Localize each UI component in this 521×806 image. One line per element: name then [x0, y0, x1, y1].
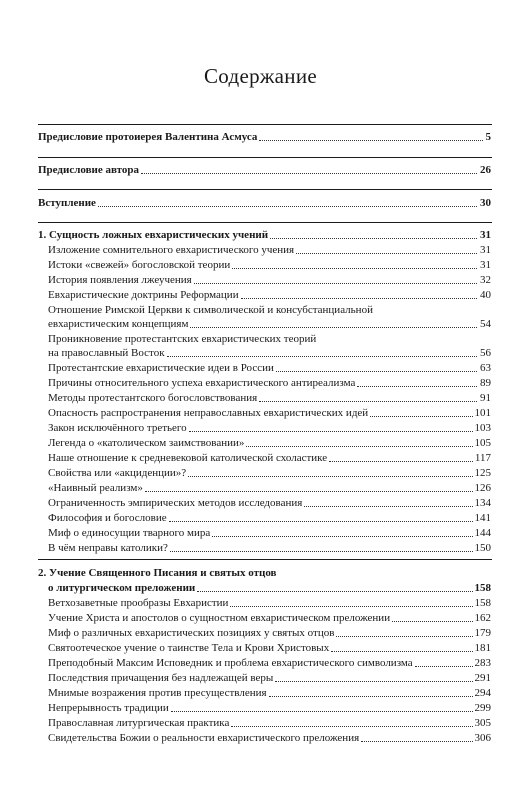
- toc-entry-page: 181: [474, 642, 491, 654]
- toc-entry-title: Последствия причащения без надлежащей веры: [48, 672, 274, 684]
- toc-entry-page: 26: [480, 164, 491, 176]
- toc-entry-title: евхаристическим концепциям: [48, 318, 189, 330]
- toc-entry-page: 63: [480, 362, 491, 374]
- toc-entry: [0, 361, 521, 376]
- toc-entry-page: 134: [474, 497, 491, 509]
- dot-leader: [141, 173, 485, 174]
- toc-entry-page: 40: [480, 289, 491, 301]
- dot-leader: [304, 506, 485, 507]
- toc-entry-title: 2. Учение Священного Писания и святых отцов: [38, 567, 277, 579]
- dot-leader: [194, 283, 485, 284]
- toc-entry-page: 162: [474, 612, 491, 624]
- toc-entry: [0, 596, 521, 611]
- toc-entry: [0, 581, 521, 596]
- dot-leader: [259, 401, 485, 402]
- toc-entry: [0, 130, 521, 145]
- toc-entry: [0, 526, 521, 541]
- section-divider: [38, 559, 492, 560]
- toc-entry-title: Евхаристические доктрины Реформации: [48, 289, 239, 301]
- toc-entry-title: Изложение сомнительного евхаристического учения: [48, 244, 295, 256]
- toc-entry: [0, 273, 521, 288]
- dot-leader: [336, 636, 485, 637]
- toc-entry-title: Ветхозаветные прообразы Евхаристии: [48, 597, 229, 609]
- toc-entry-page: 144: [474, 527, 491, 539]
- toc-entry: [0, 611, 521, 626]
- toc-entry: [0, 566, 521, 581]
- dot-leader: [98, 206, 485, 207]
- toc-entry-title: Методы протестантского богословствования: [48, 392, 258, 404]
- toc-entry: [0, 701, 521, 716]
- toc-entry-title: В чём неправы католики?: [48, 542, 168, 554]
- toc-entry: [0, 656, 521, 671]
- dot-leader: [259, 140, 485, 141]
- toc-entry-page: 91: [480, 392, 491, 404]
- toc-entry: [0, 346, 521, 361]
- toc-entry-title: на православный Восток: [48, 347, 165, 359]
- toc-entry-title: Причины относительного успеха евхаристического антиреализма: [48, 377, 356, 389]
- toc-entry: [0, 481, 521, 496]
- toc-entry-page: 158: [474, 582, 491, 594]
- dot-leader: [329, 461, 485, 462]
- toc-entry-page: 54: [480, 318, 491, 330]
- dot-leader: [241, 298, 485, 299]
- toc-entry-title: Свойства или «акциденции»?: [48, 467, 187, 479]
- toc-entry: [0, 391, 521, 406]
- toc-entry-page: 283: [474, 657, 491, 669]
- toc-entry-title: Миф о единосущии тварного мира: [48, 527, 211, 539]
- toc-entry: [0, 731, 521, 746]
- dot-leader: [269, 696, 485, 697]
- toc-entry-title: Предисловие протоиерея Валентина Асмуса: [38, 131, 258, 143]
- toc-entry-page: 105: [474, 437, 491, 449]
- toc-entry: [0, 332, 521, 347]
- toc-entry-page: 158: [474, 597, 491, 609]
- toc-entry-title: Ограниченность эмпирических методов исследования: [48, 497, 303, 509]
- dot-leader: [167, 356, 485, 357]
- dot-leader: [357, 386, 485, 387]
- toc-entry-title: Отношение Римской Церкви к символической и консубстанциальной: [48, 304, 373, 316]
- dot-leader: [392, 621, 485, 622]
- toc-entry: [0, 541, 521, 556]
- section-divider: [38, 124, 492, 125]
- dot-leader: [231, 726, 485, 727]
- toc-entry-page: 126: [474, 482, 491, 494]
- dot-leader: [171, 711, 485, 712]
- toc-entry-title: Проникновение протестантских евхаристических теорий: [48, 333, 317, 345]
- section-divider: [38, 222, 492, 223]
- dot-leader: [170, 551, 485, 552]
- toc-entry-page: 31: [480, 259, 491, 271]
- toc-entry: [0, 288, 521, 303]
- toc-entry: [0, 228, 521, 243]
- toc-entry-page: 150: [474, 542, 491, 554]
- toc-entry-page: 103: [474, 422, 491, 434]
- toc-entry-page: 305: [474, 717, 491, 729]
- toc-entry: [0, 626, 521, 641]
- toc-entry: [0, 258, 521, 273]
- section-divider: [38, 189, 492, 190]
- dot-leader: [331, 651, 485, 652]
- dot-leader: [145, 491, 485, 492]
- toc-entry-title: 1. Сущность ложных евхаристических учений: [38, 229, 269, 241]
- toc-entry-title: Миф о различных евхаристических позициях у святых отцов: [48, 627, 335, 639]
- toc-entry-title: Мнимые возражения против пресуществления: [48, 687, 267, 699]
- toc-entry-title: Святоотеческое учение о таинстве Тела и Крови Христовых: [48, 642, 330, 654]
- toc-entry: [0, 406, 521, 421]
- toc-entry-page: 117: [474, 452, 491, 464]
- toc-entry-title: Философия и богословие: [48, 512, 167, 524]
- dot-leader: [169, 521, 485, 522]
- toc-entry: [0, 511, 521, 526]
- toc-entry-title: Опасность распространения неправославных евхаристических идей: [48, 407, 369, 419]
- toc-entry: [0, 421, 521, 436]
- dot-leader: [212, 536, 485, 537]
- dot-leader: [188, 476, 485, 477]
- dot-leader: [189, 431, 485, 432]
- toc-entry: [0, 163, 521, 178]
- toc-entry-page: 299: [474, 702, 491, 714]
- dot-leader: [361, 741, 485, 742]
- toc-entry-title: Свидетельства Божии о реальности евхаристического преложения: [48, 732, 360, 744]
- toc-entry-title: Учение Христа и апостолов о сущностном евхаристическом преложении: [48, 612, 391, 624]
- toc-entry-title: Протестантские евхаристические идеи в России: [48, 362, 274, 374]
- toc-entry-page: 5: [485, 131, 491, 143]
- toc-entry-title: Преподобный Максим Исповедник и проблема евхаристического символизма: [48, 657, 413, 669]
- dot-leader: [246, 446, 485, 447]
- dot-leader: [230, 606, 485, 607]
- toc-entry: [0, 436, 521, 451]
- dot-leader: [270, 238, 485, 239]
- toc-entry-title: Предисловие автора: [38, 164, 140, 176]
- dot-leader: [275, 681, 485, 682]
- dot-leader: [296, 253, 485, 254]
- toc-entry: [0, 641, 521, 656]
- toc-entry: [0, 376, 521, 391]
- toc-entry-page: 31: [480, 229, 491, 241]
- toc-entry: [0, 716, 521, 731]
- toc-entry-title: Непрерывность традиции: [48, 702, 169, 714]
- dot-leader: [232, 268, 485, 269]
- toc-entry-title: «Наивный реализм»: [48, 482, 143, 494]
- toc-entry-page: 101: [474, 407, 491, 419]
- toc-entry: [0, 317, 521, 332]
- toc-entry-title: Легенда о «католическом заимствовании»: [48, 437, 245, 449]
- toc-entry: [0, 451, 521, 466]
- toc-entry: [0, 671, 521, 686]
- toc-entry-title: Закон исключённого третьего: [48, 422, 187, 434]
- toc-entry: [0, 686, 521, 701]
- toc-entry-title: Вступление: [38, 197, 96, 209]
- toc-entry-title: Наше отношение к средневековой католической схоластике: [48, 452, 328, 464]
- toc-entry-page: 30: [480, 197, 491, 209]
- toc-entry-page: 32: [480, 274, 491, 286]
- page-title: Содержание: [203, 64, 318, 88]
- toc-entry-title: о литургическом преложении: [48, 582, 196, 594]
- toc-entry-page: 306: [474, 732, 491, 744]
- dot-leader: [190, 327, 485, 328]
- toc-entry-page: 89: [480, 377, 491, 389]
- toc-entry: [0, 466, 521, 481]
- toc-entry-page: 141: [474, 512, 491, 524]
- toc-entry: [0, 303, 521, 318]
- dot-leader: [276, 371, 485, 372]
- toc-entry-page: 291: [474, 672, 491, 684]
- toc-entry-title: Истоки «свежей» богословской теории: [48, 259, 231, 271]
- dot-leader: [197, 591, 485, 592]
- toc-entry: [0, 196, 521, 211]
- toc-entry-page: 179: [474, 627, 491, 639]
- toc-entry-page: 125: [474, 467, 491, 479]
- toc-entry-title: История появления лжеучения: [48, 274, 192, 286]
- toc-entry: [0, 496, 521, 511]
- toc-entry-page: 294: [474, 687, 491, 699]
- toc-entry-page: 31: [480, 244, 491, 256]
- toc-entry-title: Православная литургическая практика: [48, 717, 230, 729]
- toc-entry-page: 56: [480, 347, 491, 359]
- dot-leader: [370, 416, 485, 417]
- section-divider: [38, 157, 492, 158]
- toc-entry: [0, 243, 521, 258]
